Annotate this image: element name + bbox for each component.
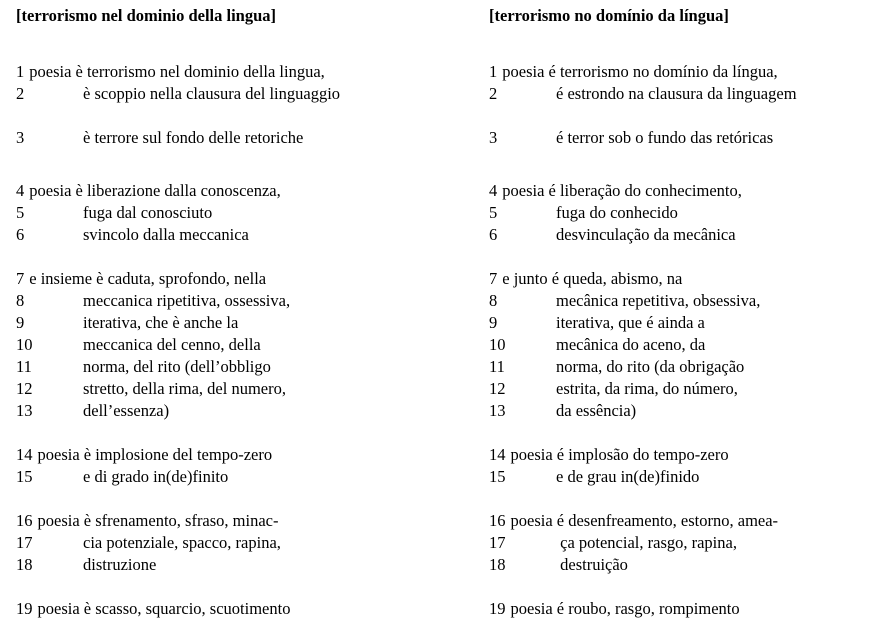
portuguese-line-8 bbox=[489, 291, 760, 311]
line-number: 16 bbox=[489, 511, 506, 530]
line-text: poesia è implosione del tempo-zero bbox=[37, 445, 273, 464]
line-text: iterativa, que é ainda a bbox=[556, 313, 705, 332]
line-number: 15 bbox=[16, 467, 33, 486]
italian-line-8 bbox=[16, 291, 290, 311]
italian-line-15 bbox=[16, 467, 228, 487]
line-number: 13 bbox=[16, 401, 33, 420]
portuguese-line-9 bbox=[489, 313, 705, 333]
line-text: e de grau in(de)finido bbox=[556, 467, 700, 486]
portuguese-line-5 bbox=[489, 203, 678, 223]
line-text: poesia é implosão do tempo-zero bbox=[510, 445, 729, 464]
line-text: e junto é queda, abismo, na bbox=[502, 269, 683, 288]
line-number: 5 bbox=[489, 203, 498, 222]
portuguese-line-15 bbox=[489, 467, 699, 487]
line-text: e insieme è caduta, sprofondo, nella bbox=[29, 269, 267, 288]
italian-line-10 bbox=[16, 335, 261, 355]
line-number: 1 bbox=[16, 62, 25, 81]
line-number: 17 bbox=[16, 533, 33, 552]
portuguese-line-2 bbox=[489, 84, 797, 104]
line-text: poesia è scasso, squarcio, scuotimento bbox=[37, 599, 291, 618]
line-number: 1 bbox=[489, 62, 498, 81]
line-text: distruzione bbox=[83, 555, 157, 574]
portuguese-line-19 bbox=[489, 599, 740, 619]
line-text: poesia è terrorismo nel dominio della lingua, bbox=[29, 62, 325, 81]
portuguese-line-11 bbox=[489, 357, 744, 377]
line-text: è scoppio nella clausura del linguaggio bbox=[83, 84, 341, 103]
line-text: ça potencial, rasgo, rapina, bbox=[556, 533, 737, 552]
line-number: 14 bbox=[16, 445, 33, 464]
line-number: 7 bbox=[16, 269, 25, 288]
italian-line-11 bbox=[16, 357, 271, 377]
line-number: 9 bbox=[16, 313, 25, 332]
line-number: 19 bbox=[489, 599, 506, 618]
line-text: é terror sob o fundo das retóricas bbox=[556, 128, 774, 147]
italian-line-9 bbox=[16, 313, 238, 333]
portuguese-line-1 bbox=[489, 62, 778, 82]
line-number: 15 bbox=[489, 467, 506, 486]
portuguese-line-13 bbox=[489, 401, 636, 421]
line-number: 13 bbox=[489, 401, 506, 420]
line-number: 11 bbox=[489, 357, 505, 376]
line-text: é estrondo na clausura da linguagem bbox=[556, 84, 797, 103]
line-number: 18 bbox=[16, 555, 33, 574]
portuguese-line-18 bbox=[489, 555, 628, 575]
italian-line-16 bbox=[16, 511, 279, 531]
italian-line-4 bbox=[16, 181, 281, 201]
portuguese-line-6 bbox=[489, 225, 736, 245]
line-text: poesia é terrorismo no domínio da língua, bbox=[502, 62, 778, 81]
line-text: poesia è liberazione dalla conoscenza, bbox=[29, 181, 281, 200]
line-text: e di grado in(de)finito bbox=[83, 467, 229, 486]
portuguese-line-12 bbox=[489, 379, 738, 399]
line-number: 9 bbox=[489, 313, 498, 332]
italian-line-18 bbox=[16, 555, 156, 575]
line-number: 5 bbox=[16, 203, 25, 222]
portuguese-line-3 bbox=[489, 128, 773, 148]
line-text: poesia è sfrenamento, sfraso, minac- bbox=[37, 511, 279, 530]
italian-line-13 bbox=[16, 401, 169, 421]
line-text: poesia é liberação do conhecimento, bbox=[502, 181, 742, 200]
italian-line-5 bbox=[16, 203, 212, 223]
line-number: 8 bbox=[16, 291, 25, 310]
line-number: 12 bbox=[16, 379, 33, 398]
line-text: poesia é desenfreamento, estorno, amea- bbox=[510, 511, 779, 530]
line-number: 7 bbox=[489, 269, 498, 288]
portuguese-line-4 bbox=[489, 181, 742, 201]
line-text: mecânica do aceno, da bbox=[556, 335, 706, 354]
italian-line-7 bbox=[16, 269, 266, 289]
line-number: 17 bbox=[489, 533, 506, 552]
line-text: norma, do rito (da obrigação bbox=[556, 357, 745, 376]
portuguese-line-16 bbox=[489, 511, 778, 531]
line-number: 2 bbox=[16, 84, 25, 103]
italian-title: [terrorismo nel dominio della lingua] bbox=[16, 6, 277, 25]
line-text: destruição bbox=[556, 555, 628, 574]
line-text: dell’essenza) bbox=[83, 401, 170, 420]
line-text: da essência) bbox=[556, 401, 637, 420]
line-number: 11 bbox=[16, 357, 32, 376]
italian-line-17 bbox=[16, 533, 281, 553]
portuguese-title: [terrorismo no domínio da língua] bbox=[489, 6, 729, 25]
portuguese-line-14 bbox=[489, 445, 729, 465]
italian-line-12 bbox=[16, 379, 286, 399]
line-text: iterativa, che è anche la bbox=[83, 313, 239, 332]
line-text: meccanica del cenno, della bbox=[83, 335, 261, 354]
line-number: 3 bbox=[16, 128, 25, 147]
line-number: 6 bbox=[16, 225, 25, 244]
line-number: 18 bbox=[489, 555, 506, 574]
line-text: cia potenziale, spacco, rapina, bbox=[83, 533, 281, 552]
line-text: è terrore sul fondo delle retoriche bbox=[83, 128, 304, 147]
portuguese-line-7 bbox=[489, 269, 682, 289]
italian-line-19 bbox=[16, 599, 290, 619]
line-number: 4 bbox=[489, 181, 498, 200]
italian-line-6 bbox=[16, 225, 249, 245]
line-number: 4 bbox=[16, 181, 25, 200]
portuguese-line-17 bbox=[489, 533, 737, 553]
line-number: 2 bbox=[489, 84, 498, 103]
line-text: mecânica repetitiva, obsessiva, bbox=[556, 291, 761, 310]
portuguese-line-10 bbox=[489, 335, 705, 355]
line-text: svincolo dalla meccanica bbox=[83, 225, 249, 244]
line-text: poesia é roubo, rasgo, rompimento bbox=[510, 599, 740, 618]
italian-line-3 bbox=[16, 128, 303, 148]
line-text: desvinculação da mecânica bbox=[556, 225, 736, 244]
line-number: 12 bbox=[489, 379, 506, 398]
line-number: 14 bbox=[489, 445, 506, 464]
line-text: estrita, da rima, do número, bbox=[556, 379, 738, 398]
line-number: 8 bbox=[489, 291, 498, 310]
line-number: 19 bbox=[16, 599, 33, 618]
line-text: fuga dal conosciuto bbox=[83, 203, 213, 222]
line-number: 10 bbox=[489, 335, 506, 354]
italian-line-2 bbox=[16, 84, 340, 104]
line-number: 3 bbox=[489, 128, 498, 147]
italian-line-14 bbox=[16, 445, 272, 465]
line-text: norma, del rito (dell’obbligo bbox=[83, 357, 271, 376]
italian-line-1 bbox=[16, 62, 325, 82]
line-number: 6 bbox=[489, 225, 498, 244]
line-number: 16 bbox=[16, 511, 33, 530]
line-text: stretto, della rima, del numero, bbox=[83, 379, 286, 398]
line-number: 10 bbox=[16, 335, 33, 354]
line-text: meccanica ripetitiva, ossessiva, bbox=[83, 291, 291, 310]
line-text: fuga do conhecido bbox=[556, 203, 678, 222]
